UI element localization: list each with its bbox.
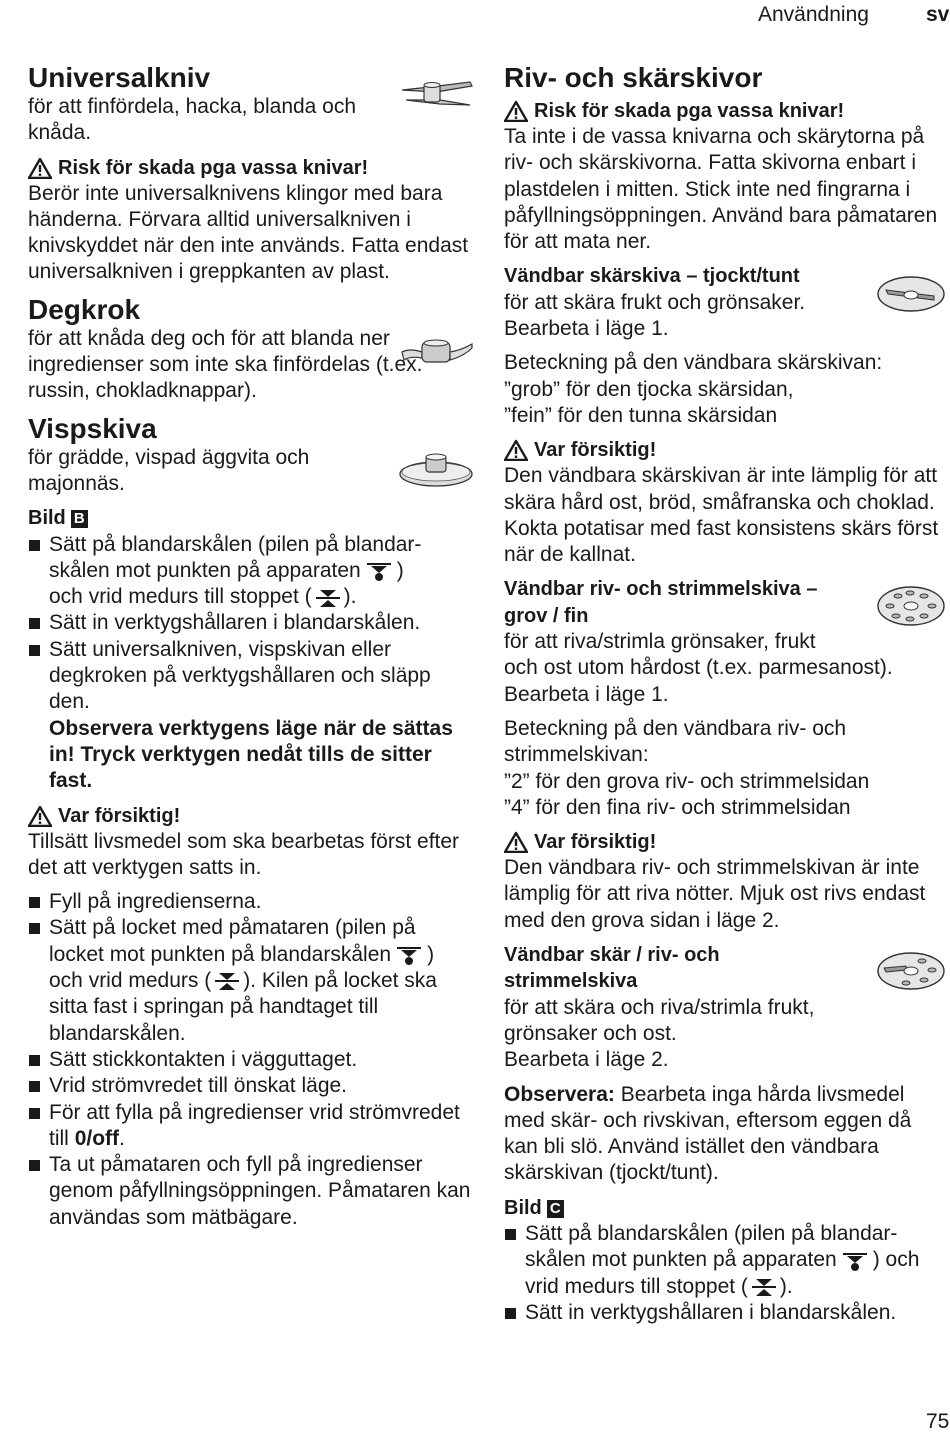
caution-title: Var försiktig! — [504, 829, 946, 855]
discs-warning-title: Risk för skada pga vassa knivar! — [504, 98, 946, 124]
grating-disc-setting: Bearbeta i läge 1. — [504, 682, 669, 706]
list-item: Sätt in verktygshållaren i blandarskålen. — [28, 610, 473, 636]
list-item: För att fylla på ingredienser vrid strömvredet till 0/off. — [28, 1100, 473, 1153]
warning-title-text: Risk för skada pga vassa knivar! — [58, 156, 369, 179]
caution-text: Tillsätt livsmedel som ska bearbetas först efter det att verktygen satts in. — [28, 829, 460, 879]
warning-triangle-icon — [504, 831, 528, 853]
note-paragraph: Observera: Bearbeta inga hårda livsmedel med skär- och rivskivan, eftersom eggen då kan bli slö. Använd istället den vändbara skärskivan (tjockt/tunt). — [504, 1082, 912, 1185]
slicing-disc-label-thin: ”fein” för den tunna skärsidan — [504, 403, 778, 427]
universal-knife-heading: Universalkniv — [28, 62, 211, 93]
arrow-dot-icon — [394, 944, 424, 966]
list-item: Sätt in verktygshållaren i blandarskålen. — [504, 1300, 946, 1326]
header-language: sv — [926, 3, 950, 26]
discs-heading: Riv- och skärskivor — [504, 62, 763, 93]
left-column — [28, 62, 473, 1231]
grating-disc-heading-2: grov / fin — [504, 604, 589, 627]
page-number: 75 — [926, 1410, 950, 1433]
list-item: Ta ut påmataren och fyll på ingredienser genom påfyllningsöppningen. Påmataren kan användas som mätbägare. — [28, 1152, 473, 1231]
grating-disc-desc-2: och ost utom hårdost (t.ex. parmesanost). — [504, 656, 893, 680]
warning-triangle-icon — [504, 100, 528, 122]
grating-disc-label-intro: Beteckning på den vändbara riv- och strimmelskivan: — [504, 716, 847, 767]
list-item: Sätt universalkniven, vispskivan eller degkroken på verktygshållaren och släpp den. Observera verktygens läge när de sättas in! Tryck verktygen nedåt tills de sitter fast. — [28, 637, 473, 795]
figure-c-label: Bild C — [504, 1195, 946, 1221]
caution-text: Den vändbara skärskivan är inte lämplig för att skära hård ost, bröd, småfranska och choklad. Kokta potatisar med fast konsistens skärs först när de kallnat. — [504, 464, 939, 567]
arrow-dot-icon — [840, 1250, 870, 1272]
slicing-disc-label-intro: Beteckning på den vändbara skärskivan: — [504, 351, 883, 375]
dough-hook-heading: Degkrok — [28, 293, 141, 325]
assembly-steps-list — [28, 532, 473, 795]
slicing-disc-desc: för att skära frukt och grönsaker. — [504, 290, 806, 314]
warning-triangle-icon — [28, 805, 52, 827]
warning-triangle-icon — [504, 439, 528, 461]
grating-disc-label-coarse: ”2” för den grova riv- och strimmelsidan — [504, 769, 870, 793]
slicing-disc-label-thick: ”grob” för den tjocka skärsidan, — [504, 377, 794, 401]
figure-c-box: C — [547, 1200, 564, 1218]
list-item: Vrid strömvredet till önskat läge. — [28, 1073, 473, 1099]
figure-b-box: B — [71, 510, 88, 528]
caution-title: Var försiktig! — [504, 437, 946, 463]
lock-position-icon — [751, 1276, 777, 1298]
grating-disc-desc-1: för att riva/strimla grönsaker, frukt — [504, 630, 816, 654]
whisk-disc-description: för grädde, vispad äggvita och majonnäs. — [28, 445, 310, 495]
slicing-disc-heading: Vändbar skärskiva – tjockt/tunt — [504, 265, 800, 288]
grating-disc-heading-1: Vändbar riv- och strimmelskiva – — [504, 578, 818, 601]
warning-triangle-icon — [28, 157, 52, 179]
list-item: Fyll på ingredienserna. — [28, 889, 473, 915]
list-item: Sätt på locket med påmataren (pilen på locket mot punkten på blandarskålen ) och vrid medurs ( ). Kilen på locket ska sitta fast i springan på handtaget till blandarskålen. — [28, 915, 473, 1046]
disc-assembly-steps-list — [504, 1221, 946, 1326]
combo-disc-desc: för att skära och riva/strimla frukt, grönsaker och ost. — [504, 995, 815, 1045]
caution-title: Var försiktig! — [28, 803, 473, 829]
grating-disc-label-fine: ”4” för den fina riv- och strimmelsidan — [504, 795, 851, 819]
lock-position-icon — [315, 587, 341, 609]
arrow-dot-icon — [364, 560, 394, 582]
discs-warning-text: Ta inte i de vassa knivarna och skärytorna på riv- och skärskivorna. Fatta skivorna enbart i plastdelen i mitten. Stick inte ned fingrarna i påfyllningsöppningen. Använd bara påmataren för att mata ner. — [504, 125, 938, 254]
usage-steps-list — [28, 889, 473, 1231]
right-column — [504, 62, 946, 1326]
whisk-disc-heading: Vispskiva — [28, 412, 157, 444]
universal-knife-warning-text: Berör inte universalknivens klingor med bara händerna. Förvara alltid universalkniven i knivskyddet när den inte används. Fatta endast universalkniven i greppkanten av plast. — [28, 181, 469, 284]
lock-position-icon — [214, 970, 240, 992]
universal-knife-warning-title — [28, 155, 473, 181]
figure-b-label: Bild B — [28, 505, 473, 531]
slicing-disc-setting: Bearbeta i läge 1. — [504, 317, 669, 341]
header-section-title: Användning — [758, 3, 869, 26]
universal-knife-description: för att finfördela, hacka, blanda och knåda. — [28, 95, 357, 145]
list-item: Sätt stickkontakten i vägguttaget. — [28, 1047, 473, 1073]
list-item: Sätt på blandarskålen (pilen på blandarskålen mot punkten på apparaten ) och vrid medurs till stoppet ( ). — [504, 1221, 946, 1300]
combo-disc-heading-2: strimmelskiva — [504, 970, 638, 993]
dough-hook-description: för att knåda deg och för att blanda ner ingredienser som inte ska finfördelas (t.ex. russin, chokladknappar). — [28, 326, 423, 403]
caution-text: Den vändbara riv- och strimmelskivan är inte lämplig för att riva nötter. Mjuk ost rivs endast med den grova sidan i läge 2. — [504, 856, 926, 932]
list-item: Sätt på blandarskålen (pilen på blandarskålen mot punkten på apparaten ) och vrid medurs till stoppet ( ). — [28, 532, 473, 611]
combo-disc-heading-1: Vändbar skär / riv- och — [504, 944, 720, 967]
combo-disc-setting: Bearbeta i läge 2. — [504, 1048, 669, 1072]
